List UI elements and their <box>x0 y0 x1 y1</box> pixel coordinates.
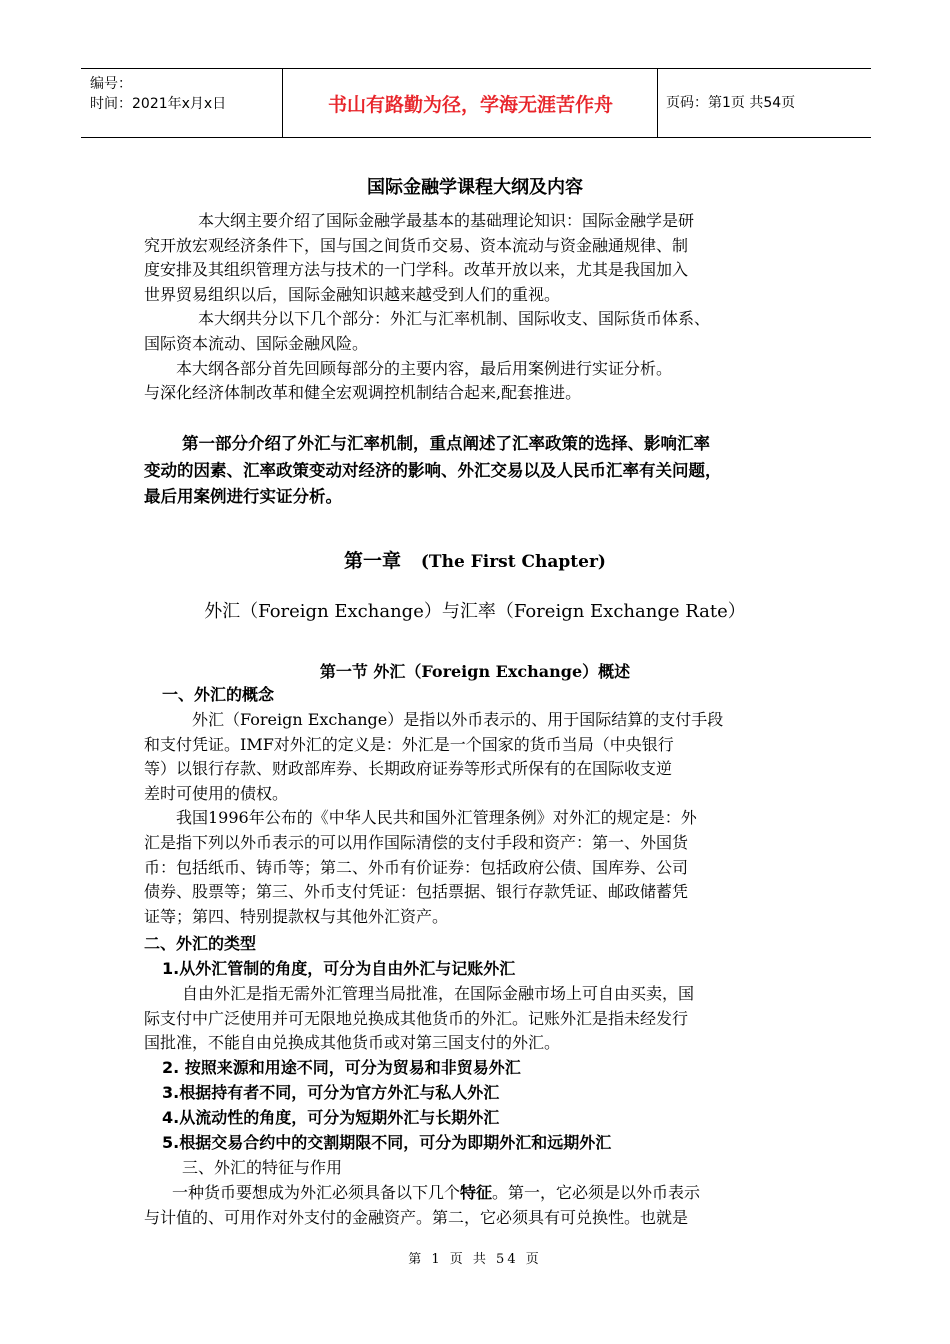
body-line: 我国1996年公布的《中华人民共和国外汇管理条例》对外汇的规定是：外 <box>176 808 697 828</box>
header-time-label: 时间：2021年x月x日 <box>90 96 227 112</box>
section-heading: 第一节 外汇（Foreign Exchange）概述 <box>319 662 631 681</box>
heading-features: 三、外汇的特征与作用 <box>182 1158 343 1177</box>
header-meta <box>90 74 226 114</box>
intro-line: 究开放宏观经济条件下，国与国之间货币交易、资本流动与资金融通规律、制 <box>144 235 689 255</box>
type-item: 2. 按照来源和用途不同，可分为贸易和非贸易外汇 <box>162 1058 521 1077</box>
page-header <box>81 68 871 138</box>
heading-types: 二、外汇的类型 <box>144 934 257 953</box>
body-line: 自由外汇是指无需外汇管理当局批准，在国际金融市场上可自由买卖，国 <box>182 984 695 1003</box>
intro-line: 本大纲共分以下几个部分：外汇与汇率机制、国际收支、国际货币体系、 <box>198 309 711 329</box>
body-text-emphasis: 特征 <box>460 1183 493 1202</box>
free-exchange-paragraph <box>144 982 809 1056</box>
body-line <box>144 1181 809 1206</box>
body-line: 汇是指下列以外币表示的可以用作国际清偿的支付手段和资产：第一、外国货 <box>144 832 689 852</box>
body-line: 国批准，不能自由兑换成其他货币或对第三国支付的外汇。 <box>144 1033 561 1053</box>
type-item: 5.根据交易合约中的交割期限不同，可分为即期外汇和远期外汇 <box>162 1133 612 1152</box>
chapter-cn: 第一章 <box>344 550 402 572</box>
body-line: 差时可使用的债权。 <box>144 783 289 803</box>
body-line: 债券、股票等；第三、外币支付凭证：包括票据、银行存款凭证、邮政储蓄凭 <box>144 882 689 902</box>
body-line: 和支付凭证。IMF对外汇的定义是：外汇是一个国家的货币当局（中央银行 <box>144 734 674 754</box>
summary-line: 最后用案例进行实证分析。 <box>144 487 342 506</box>
body-line: 与计值的、可用作对外支付的金融资产。第二，它必须具有可兑换性。也就是 <box>144 1207 689 1227</box>
intro-paragraph <box>144 209 809 406</box>
header-motto: 书山有路勤为径，学海无涯苦作舟 <box>327 93 613 116</box>
page-footer: 第 1 页 共 54 页 <box>408 1252 542 1267</box>
intro-line: 与深化经济体制改革和健全宏观调控机制结合起来,配套推进。 <box>144 383 582 403</box>
summary-line: 第一部分介绍了外汇与汇率机制，重点阐述了汇率政策的选择、影响汇率 <box>182 434 710 453</box>
features-paragraph <box>144 1181 809 1230</box>
chapter-en: (The First Chapter) <box>420 552 606 572</box>
body-line: 证等；第四、特别提款权与其他外汇资产。 <box>144 906 449 926</box>
body-line: 币：包括纸币、铸币等；第二、外币有价证券：包括政府公债、国库券、公司 <box>144 857 689 877</box>
intro-line: 度安排及其组织管理方法与技术的一门学科。改革开放以来，尤其是我国加入 <box>144 260 689 280</box>
intro-line: 本大纲各部分首先回顾每部分的主要内容，最后用案例进行实证分析。 <box>176 358 673 378</box>
chapter-heading <box>0 546 950 573</box>
concept-paragraph <box>144 708 809 929</box>
body-line: 际支付中广泛使用并可无限地兑换成其他货币的外汇。记账外汇是指未经发行 <box>144 1008 689 1028</box>
type-item: 3.根据持有者不同，可分为官方外汇与私人外汇 <box>162 1083 500 1102</box>
body-line: 外汇（Foreign Exchange）是指以外币表示的、用于国际结算的支付手段 <box>192 710 724 729</box>
header-divider <box>657 69 658 137</box>
body-text: 一种货币要想成为外汇必须具备以下几个 <box>172 1183 461 1202</box>
intro-line: 国际资本流动、国际金融风险。 <box>144 333 369 353</box>
document-title: 国际金融学课程大纲及内容 <box>367 177 583 198</box>
chapter-subtitle: 外汇（Foreign Exchange）与汇率（Foreign Exchange Rate） <box>204 601 746 622</box>
intro-line: 本大纲主要介绍了国际金融学最基本的基础理论知识：国际金融学是研 <box>198 211 695 230</box>
type-item: 4.从流动性的角度，可分为短期外汇与长期外汇 <box>162 1108 500 1127</box>
summary-line: 变动的因素、汇率政策变动对经济的影响、外汇交易以及人民币汇率有关问题， <box>144 460 722 480</box>
heading-concept: 一、外汇的概念 <box>162 685 275 704</box>
body-text: 。第一，它必须是以外币表示 <box>492 1183 701 1202</box>
type-item: 1.从外汇管制的角度，可分为自由外汇与记账外汇 <box>162 959 516 978</box>
part-one-summary <box>144 431 809 511</box>
header-page-info: 页码：第1页 共54页 <box>666 95 796 111</box>
header-id-label: 编号： <box>90 76 132 92</box>
intro-line: 世界贸易组织以后，国际金融知识越来越受到人们的重视。 <box>144 284 561 304</box>
body-line: 等）以银行存款、财政部库券、长期政府证券等形式所保有的在国际收支逆 <box>144 759 673 779</box>
